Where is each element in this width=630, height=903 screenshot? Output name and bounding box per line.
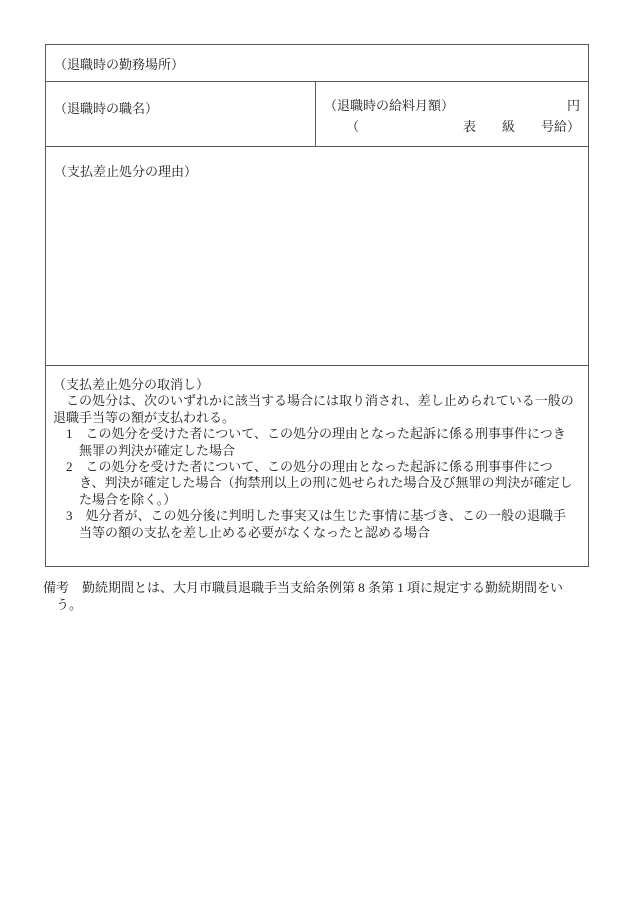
revocation-line: き、判決が確定した場合（拘禁刑以上の刑に処せられた場合及び無罪の判決が確定し [53, 475, 573, 491]
revocation-line: 当等の額の支払を差し止める必要がなくなったと認める場合 [53, 524, 431, 540]
salary-cell [316, 82, 588, 146]
job-salary-row [46, 82, 588, 147]
salary-label: （退職時の給料月額） [324, 98, 455, 113]
suspension-reason-cell [46, 147, 588, 366]
remarks-line: う。 [43, 596, 83, 612]
revocation-line: 2 この処分を受けた者について、この処分の理由となった起訴に係る刑事事件につ [53, 459, 553, 475]
salary-unit-label: 円 [566, 98, 580, 113]
revocation-line: た場合を除く。） [53, 491, 177, 507]
suspension-reason-label: （支払差止処分の理由） [54, 164, 198, 179]
form-table [45, 44, 589, 567]
remarks-line: 備考 勤続期間とは、大月市職員退職手当支給条例第 8 条第 1 項に規定する勤続期間をい [43, 580, 564, 595]
revocation-cell [46, 366, 588, 566]
salary-line1 [324, 95, 580, 116]
job-title-label: （退職時の職名） [54, 101, 159, 116]
revocation-line: 1 この処分を受けた者について、この処分の理由となった起訴に係る刑事事件につき [53, 426, 566, 442]
revocation-line: 退職手当等の額が支払われる。 [53, 409, 236, 425]
revocation-line: この処分は、次のいずれかに該当する場合には取り消され、差し止められている一般の [53, 393, 574, 409]
workplace-cell [46, 45, 588, 82]
workplace-label: （退職時の勤務場所） [54, 56, 185, 72]
salary-grade-line: （ 表 級 号給） [345, 119, 580, 134]
remarks-note [43, 580, 599, 613]
revocation-line: （支払差止処分の取消し） [53, 377, 210, 392]
revocation-line: 3 処分者が、この処分後に判明した事実又は生じた事情に基づき、この一般の退職手 [53, 508, 566, 524]
job-title-cell [46, 82, 316, 146]
revocation-line: 無罪の判決が確定した場合 [53, 442, 236, 458]
